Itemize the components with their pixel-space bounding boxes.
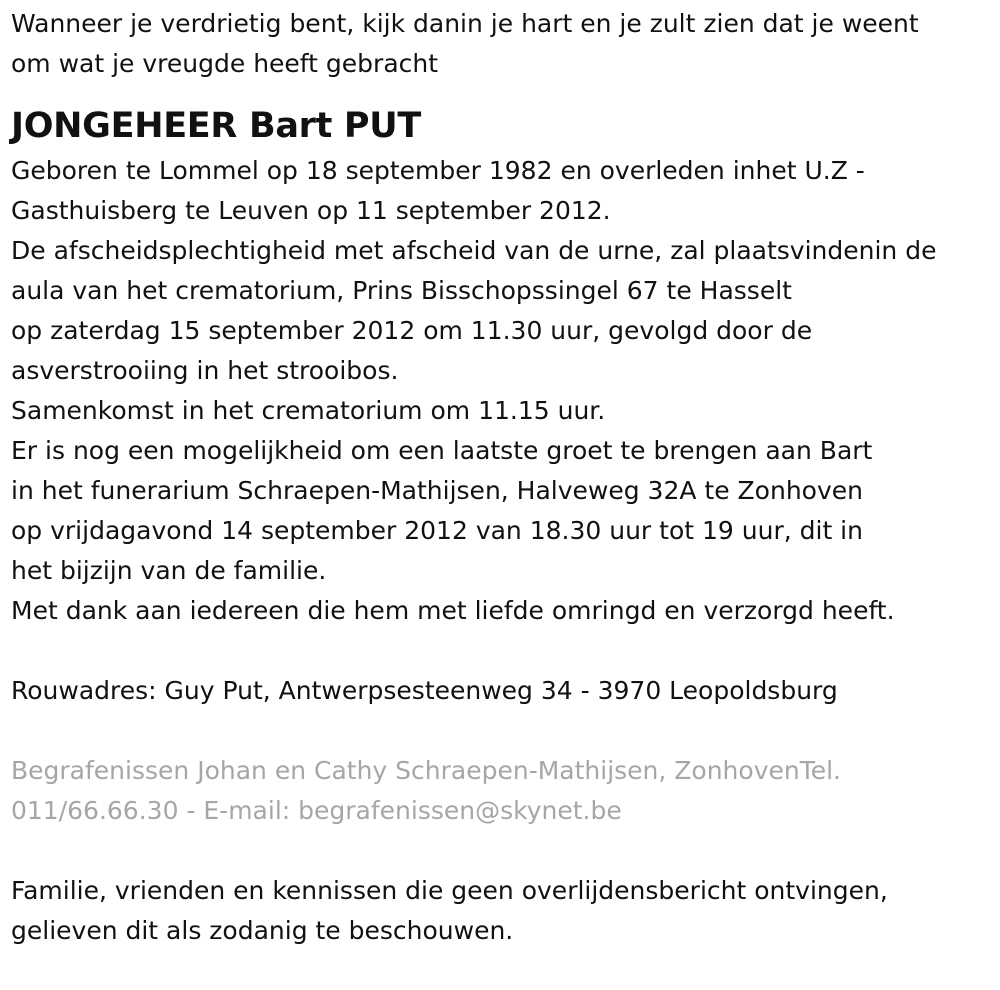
funeral-home-line: Begrafenissen Johan en Cathy Schraepen-Mathijsen, ZonhovenTel.: [11, 756, 842, 785]
funeral-home-line: 011/66.66.30 - E-mail: begrafenissen@skynet.be: [11, 796, 622, 825]
body-line: Geboren te Lommel op 18 september 1982 en overleden inhet U.Z -: [11, 156, 865, 185]
body-line: De afscheidsplechtigheid met afscheid van de urne, zal plaatsvindenin de: [11, 236, 937, 265]
quote-line: om wat je vreugde heeft gebracht: [11, 49, 439, 78]
memorial-quote: [11, 4, 996, 84]
body-line: op vrijdagavond 14 september 2012 van 18.30 uur tot 19 uur, dit in: [11, 516, 863, 545]
mourning-address: Rouwadres: Guy Put, Antwerpsesteenweg 34 - 3970 Leopoldsburg: [11, 676, 838, 705]
body-line: Er is nog een mogelijkheid om een laatste groet te brengen aan Bart: [11, 436, 873, 465]
body-line: Samenkomst in het crematorium om 11.15 uur.: [11, 396, 606, 425]
obituary-document: [11, 0, 996, 951]
body-line: in het funerarium Schraepen-Mathijsen, Halveweg 32A te Zonhoven: [11, 476, 863, 505]
body-line: Gasthuisberg te Leuven op 11 september 2012.: [11, 196, 611, 225]
spacer: [11, 831, 996, 871]
obituary-body: [11, 151, 996, 631]
spacer: [11, 711, 996, 751]
body-line: Met dank aan iedereen die hem met liefde omringd en verzorgd heeft.: [11, 596, 895, 625]
funeral-home-info: [11, 751, 996, 831]
body-line: op zaterdag 15 september 2012 om 11.30 uur, gevolgd door de: [11, 316, 813, 345]
body-line: asverstrooiing in het strooibos.: [11, 356, 399, 385]
body-line: aula van het crematorium, Prins Bisschopssingel 67 te Hasselt: [11, 276, 792, 305]
closing-line: Familie, vrienden en kennissen die geen overlijdensbericht ontvingen,: [11, 876, 888, 905]
body-line: het bijzijn van de familie.: [11, 556, 327, 585]
deceased-name: JONGEHEER Bart PUT: [11, 106, 421, 146]
closing-line: gelieven dit als zodanig te beschouwen.: [11, 916, 514, 945]
closing-note: [11, 871, 996, 951]
spacer: [11, 631, 996, 671]
quote-line: Wanneer je verdrietig bent, kijk danin je hart en je zult zien dat je weent: [11, 9, 919, 38]
